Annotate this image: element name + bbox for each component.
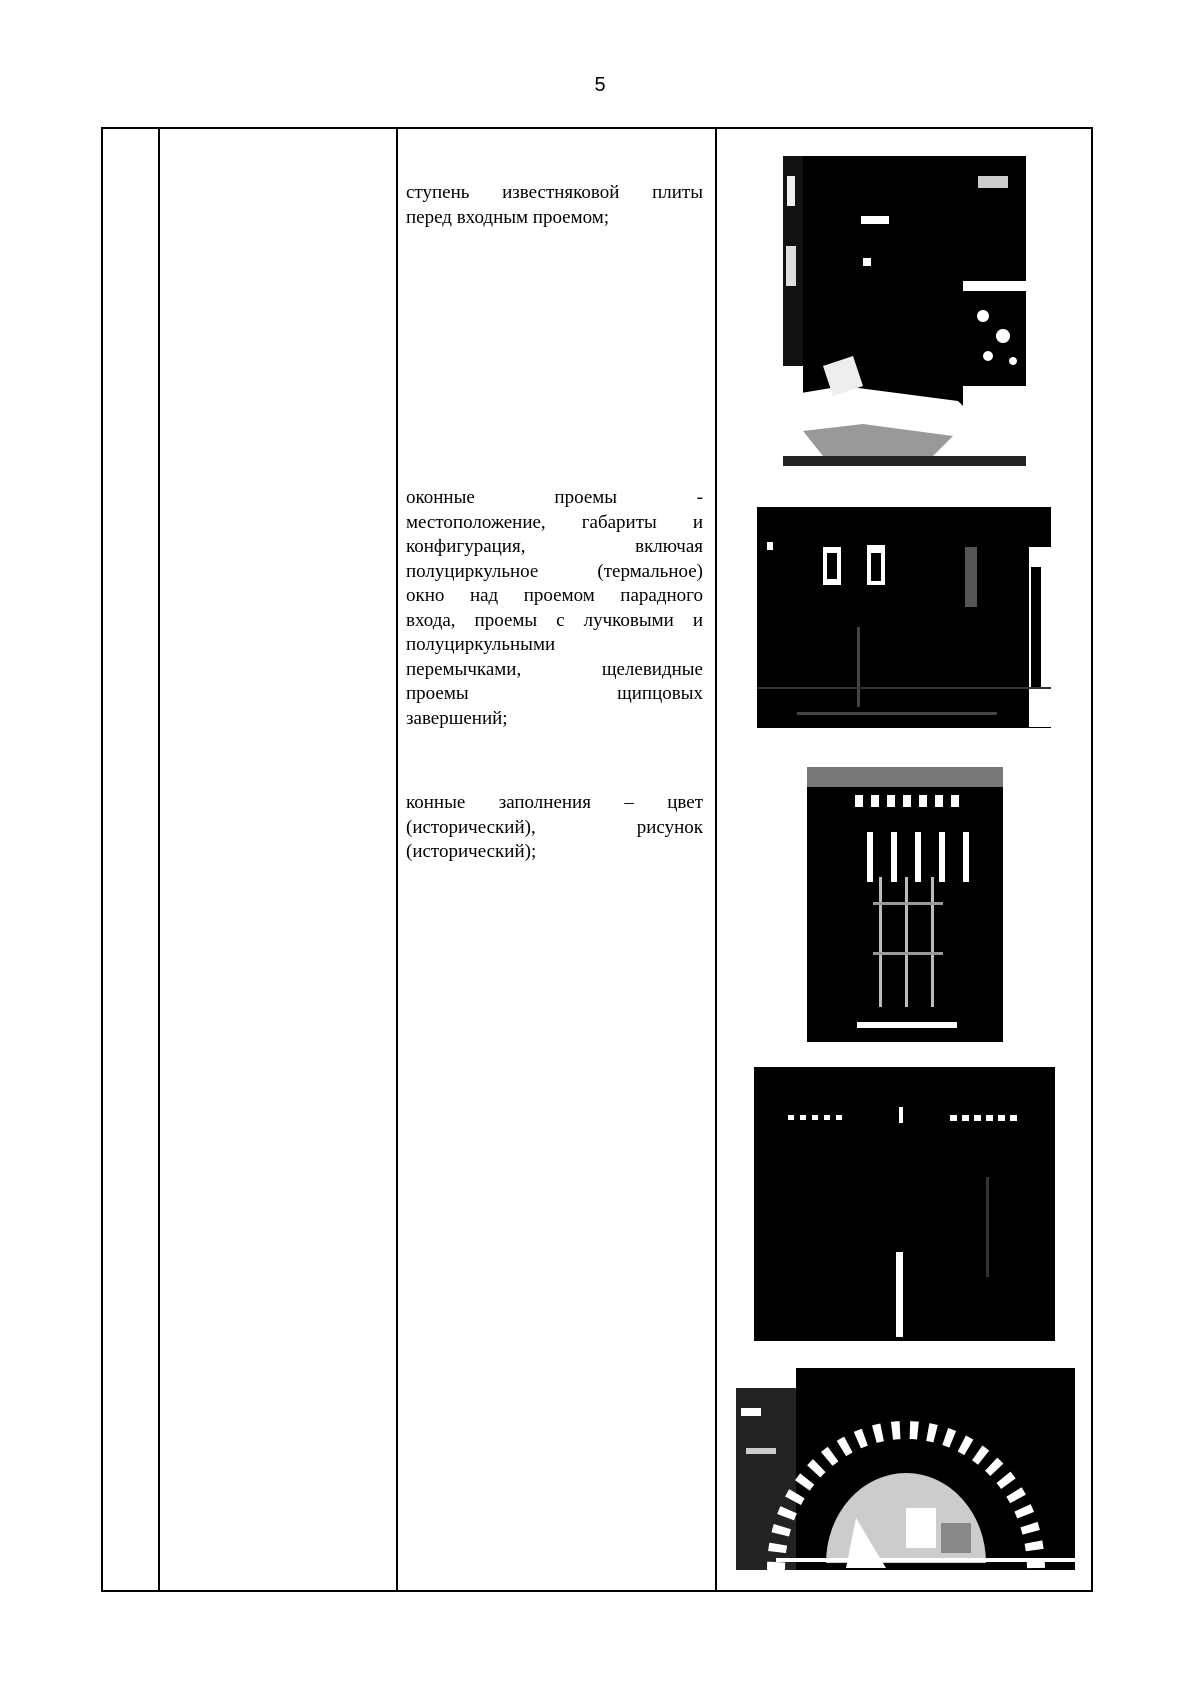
text-line: проемы щипцовых bbox=[406, 683, 703, 704]
column-divider-1 bbox=[158, 129, 160, 1590]
text-line: ступень известняковой плиты bbox=[406, 182, 703, 203]
text-line: полуциркульными bbox=[406, 634, 556, 655]
text-line: (исторический); bbox=[406, 841, 537, 862]
photo-dark-facade bbox=[754, 1067, 1055, 1341]
text-line: оконные проемы - bbox=[406, 487, 703, 508]
photo-arched-window bbox=[736, 1368, 1075, 1570]
photo-entrance-door-step bbox=[783, 156, 1026, 466]
photo-window-frame bbox=[807, 767, 1003, 1042]
text-line: завершений; bbox=[406, 707, 508, 729]
text-line: конфигурация, включая bbox=[406, 536, 703, 557]
page-number: 5 bbox=[594, 74, 606, 96]
column-divider-2 bbox=[396, 129, 398, 1590]
text-line: окно над проемом парадного bbox=[406, 585, 703, 606]
text-line: перед входным проемом; bbox=[406, 206, 610, 228]
table-cell-text-windows bbox=[406, 486, 703, 731]
table-cell-text-window-fillings bbox=[406, 791, 703, 865]
text-line: конные заполнения – цвет bbox=[406, 792, 703, 813]
text-line: перемычками, щелевидные bbox=[406, 658, 703, 680]
text-line: полуциркульное (термальное) bbox=[406, 560, 703, 582]
column-divider-3 bbox=[715, 129, 717, 1590]
text-line: входа, проемы с лучковыми и bbox=[406, 609, 703, 631]
table-cell-text-step bbox=[406, 181, 703, 230]
text-line: (исторический), рисунок bbox=[406, 816, 703, 838]
text-line: местоположение, габариты и bbox=[406, 511, 703, 533]
photo-facade-windows bbox=[757, 507, 1051, 728]
